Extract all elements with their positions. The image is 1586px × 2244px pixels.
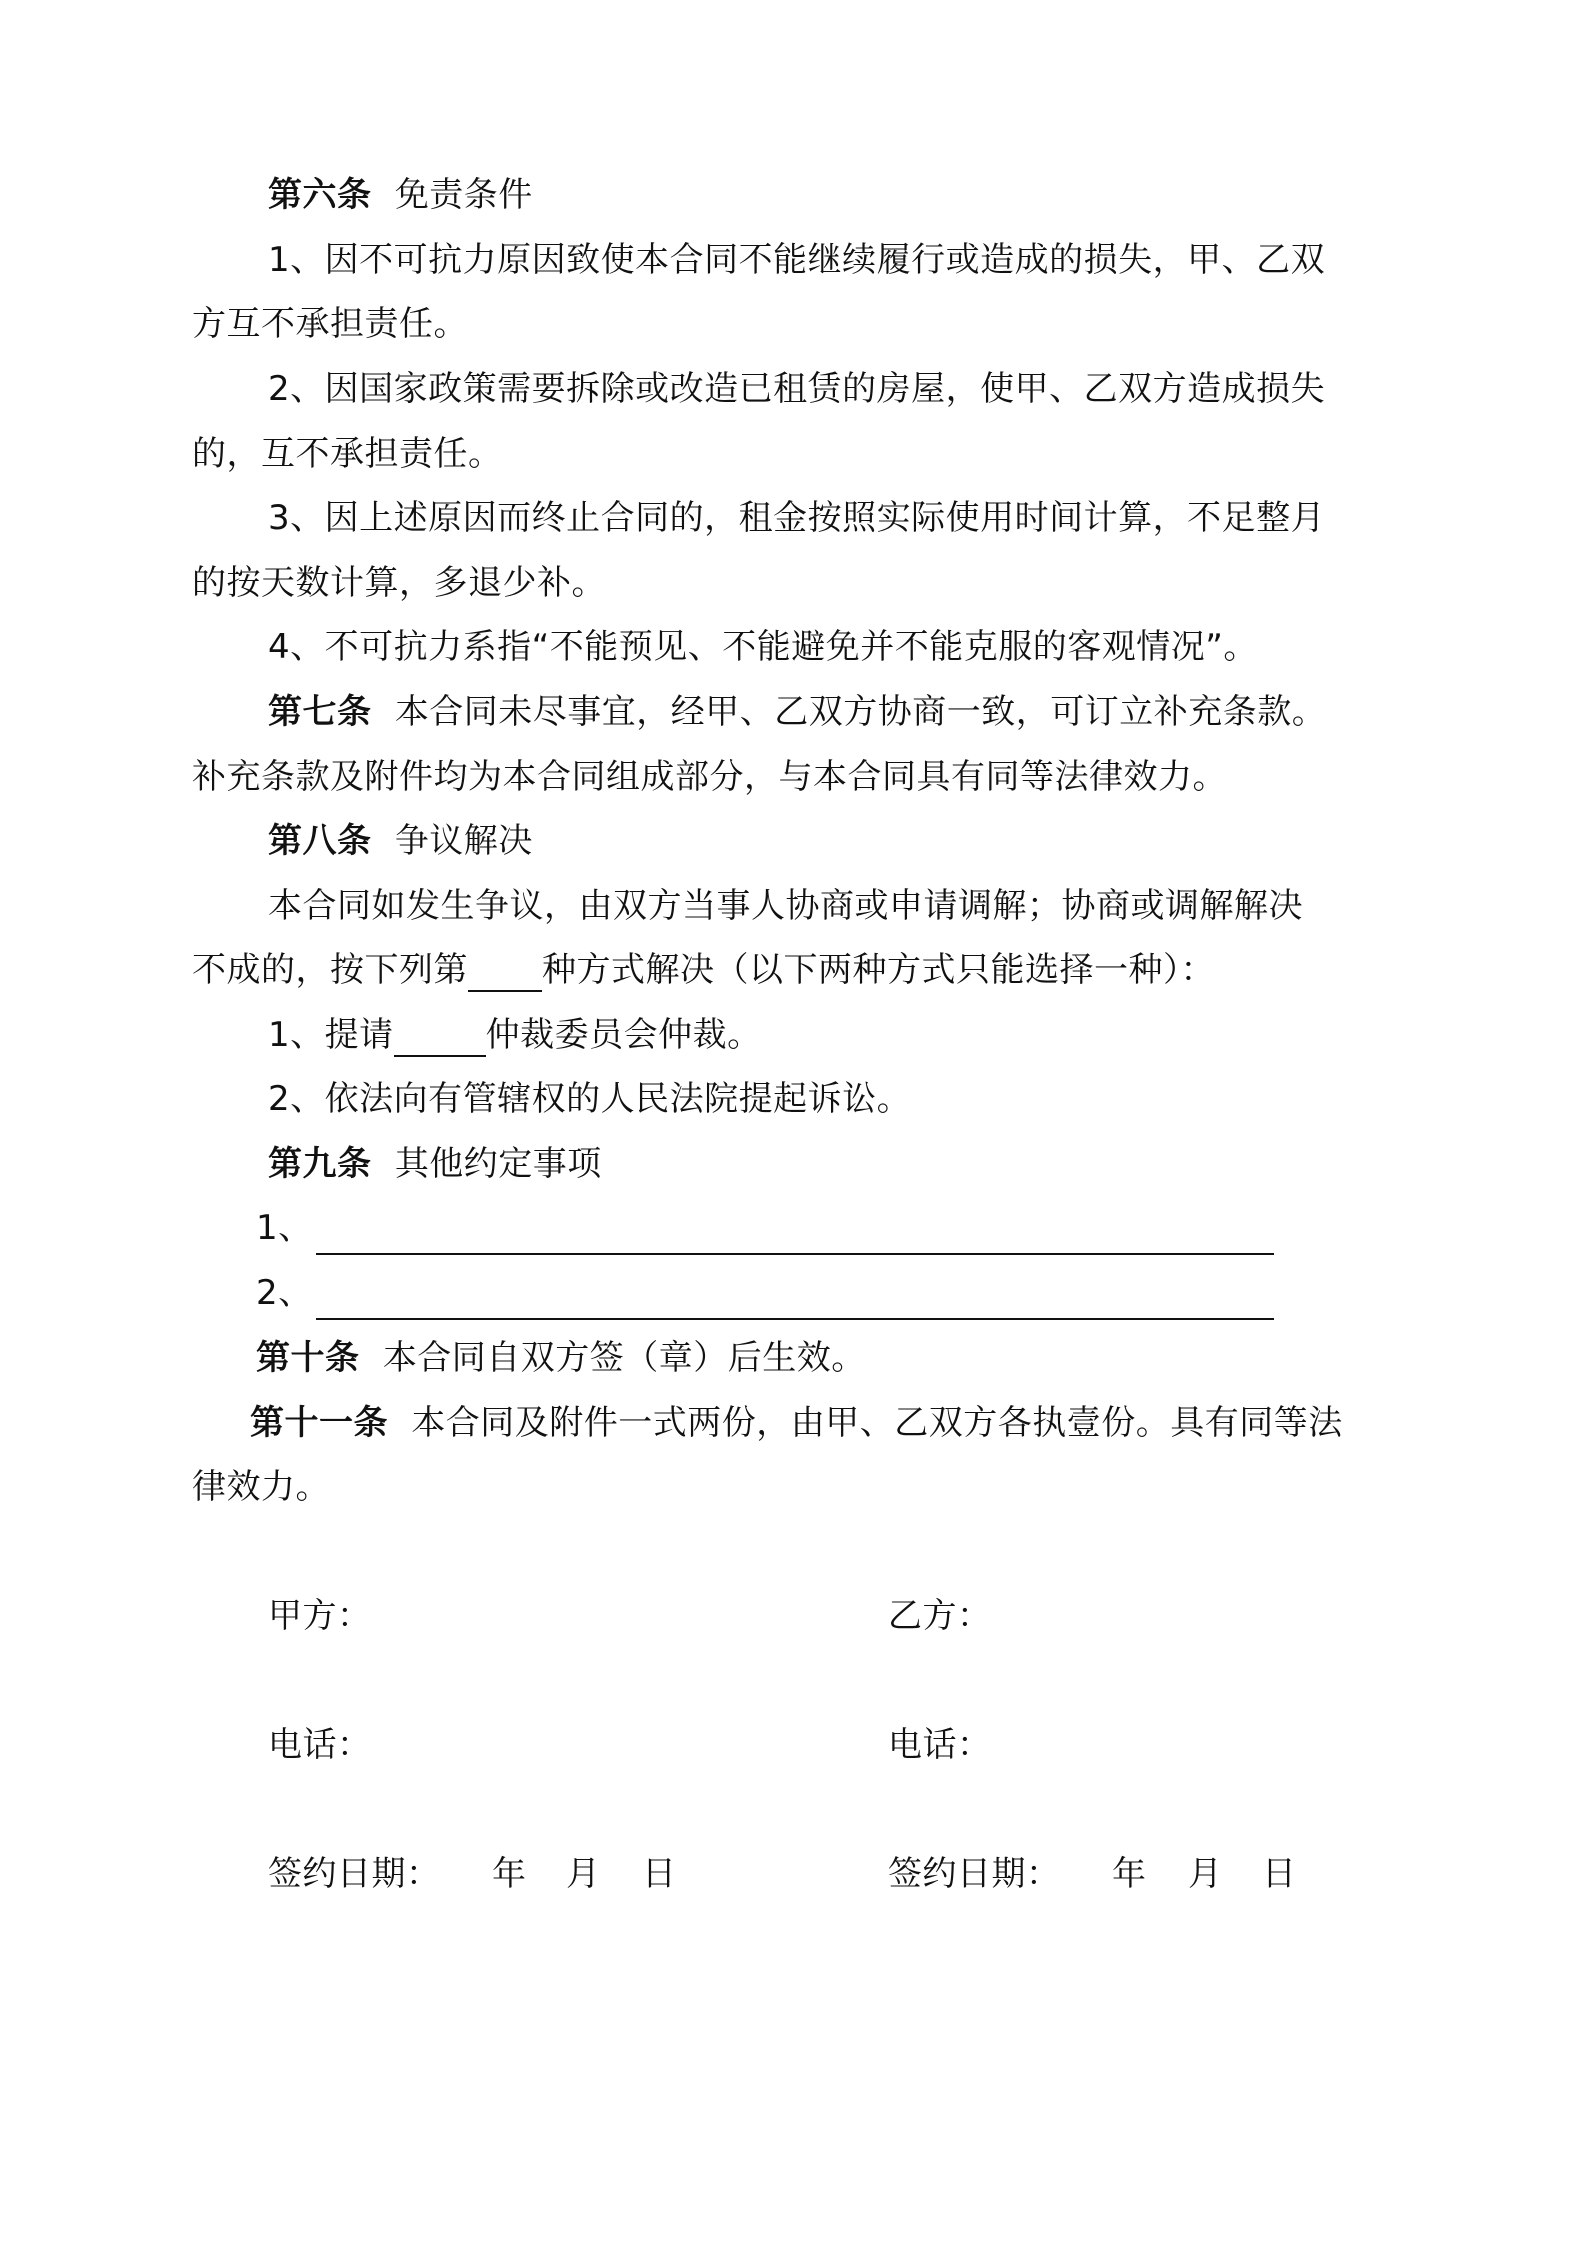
article8-para-line1: 本合同如发生争议，由双方当事人协商或申请调解；协商或调解解决 bbox=[268, 886, 1303, 926]
article7-heading: 第七条 bbox=[268, 692, 372, 732]
article9-item2-blank-line[interactable] bbox=[316, 1318, 1274, 1320]
party-b-phone-label: 电话： bbox=[888, 1725, 992, 1765]
article7-line1: 本合同未尽事宜，经甲、乙双方协商一致，可订立补充条款。 bbox=[394, 692, 1327, 732]
article6-item4: 4、不可抗力系指“不能预见、不能避免并不能克服的客观情况”。 bbox=[268, 627, 1258, 667]
article9-item2-number: 2、 bbox=[256, 1273, 313, 1313]
article7-line1-wrap bbox=[268, 690, 1326, 734]
party-b-label: 乙方： bbox=[888, 1596, 992, 1636]
article8-option2: 2、依法向有管辖权的人民法院提起诉讼。 bbox=[268, 1079, 912, 1119]
article8-para-line2-pre: 不成的，按下列第 bbox=[192, 950, 468, 990]
article8-para-line2 bbox=[192, 948, 1215, 992]
article9-heading-line bbox=[268, 1142, 602, 1186]
article6-heading-line bbox=[268, 173, 533, 217]
party-a-label: 甲方： bbox=[268, 1596, 372, 1636]
article8-heading: 第八条 bbox=[268, 821, 372, 861]
article8-title: 争议解决 bbox=[394, 821, 533, 861]
article9-title: 其他约定事项 bbox=[394, 1144, 602, 1184]
article6-item3-line1: 3、因上述原因而终止合同的，租金按照实际使用时间计算，不足整月 bbox=[268, 498, 1326, 538]
party-a-phone-label: 电话： bbox=[268, 1725, 372, 1765]
party-b-day: 日 bbox=[1262, 1854, 1297, 1894]
article7-line2: 补充条款及附件均为本合同组成部分，与本合同具有同等法律效力。 bbox=[192, 757, 1227, 797]
arbitration-commission-blank[interactable] bbox=[394, 1015, 486, 1057]
article6-title: 免责条件 bbox=[394, 175, 533, 215]
article8-heading-line bbox=[268, 819, 533, 863]
article9-heading: 第九条 bbox=[268, 1144, 372, 1184]
article6-item1-line2: 方互不承担责任。 bbox=[192, 304, 468, 344]
article6-item1-line1: 1、因不可抗力原因致使本合同不能继续履行或造成的损失，甲、乙双 bbox=[268, 240, 1326, 280]
party-b-year: 年 bbox=[1112, 1854, 1147, 1894]
article11-line1: 本合同及附件一式两份，由甲、乙双方各执壹份。具有同等法 bbox=[411, 1403, 1343, 1443]
article6-heading: 第六条 bbox=[268, 175, 372, 215]
article8-para-line2-post: 种方式解决（以下两种方式只能选择一种）： bbox=[542, 950, 1215, 990]
article8-option1-pre: 1、提请 bbox=[268, 1015, 394, 1055]
article8-option1-post: 仲裁委员会仲裁。 bbox=[485, 1015, 762, 1055]
article10-text: 本合同自双方签（章）后生效。 bbox=[382, 1338, 866, 1378]
article6-item2-line1: 2、因国家政策需要拆除或改造已租赁的房屋，使甲、乙双方造成损失 bbox=[268, 369, 1326, 409]
article10-line bbox=[256, 1336, 866, 1380]
party-b-month: 月 bbox=[1188, 1854, 1223, 1894]
party-a-year: 年 bbox=[492, 1854, 527, 1894]
article6-item3-line2: 的按天数计算，多退少补。 bbox=[192, 563, 606, 603]
party-a-date-label: 签约日期： bbox=[268, 1854, 441, 1894]
party-a-day: 日 bbox=[642, 1854, 677, 1894]
article11-line1-wrap bbox=[250, 1401, 1343, 1445]
article11-heading: 第十一条 bbox=[250, 1403, 388, 1443]
article9-item1-blank-line[interactable] bbox=[316, 1253, 1274, 1255]
article11-line2: 律效力。 bbox=[192, 1467, 330, 1507]
article8-option1 bbox=[268, 1013, 762, 1057]
party-a-month: 月 bbox=[566, 1854, 601, 1894]
method-number-blank[interactable] bbox=[468, 950, 542, 992]
article6-item2-line2: 的，互不承担责任。 bbox=[192, 434, 503, 474]
party-b-date-label: 签约日期： bbox=[888, 1854, 1061, 1894]
article10-heading: 第十条 bbox=[256, 1338, 360, 1378]
article9-item1-number: 1、 bbox=[256, 1208, 313, 1248]
